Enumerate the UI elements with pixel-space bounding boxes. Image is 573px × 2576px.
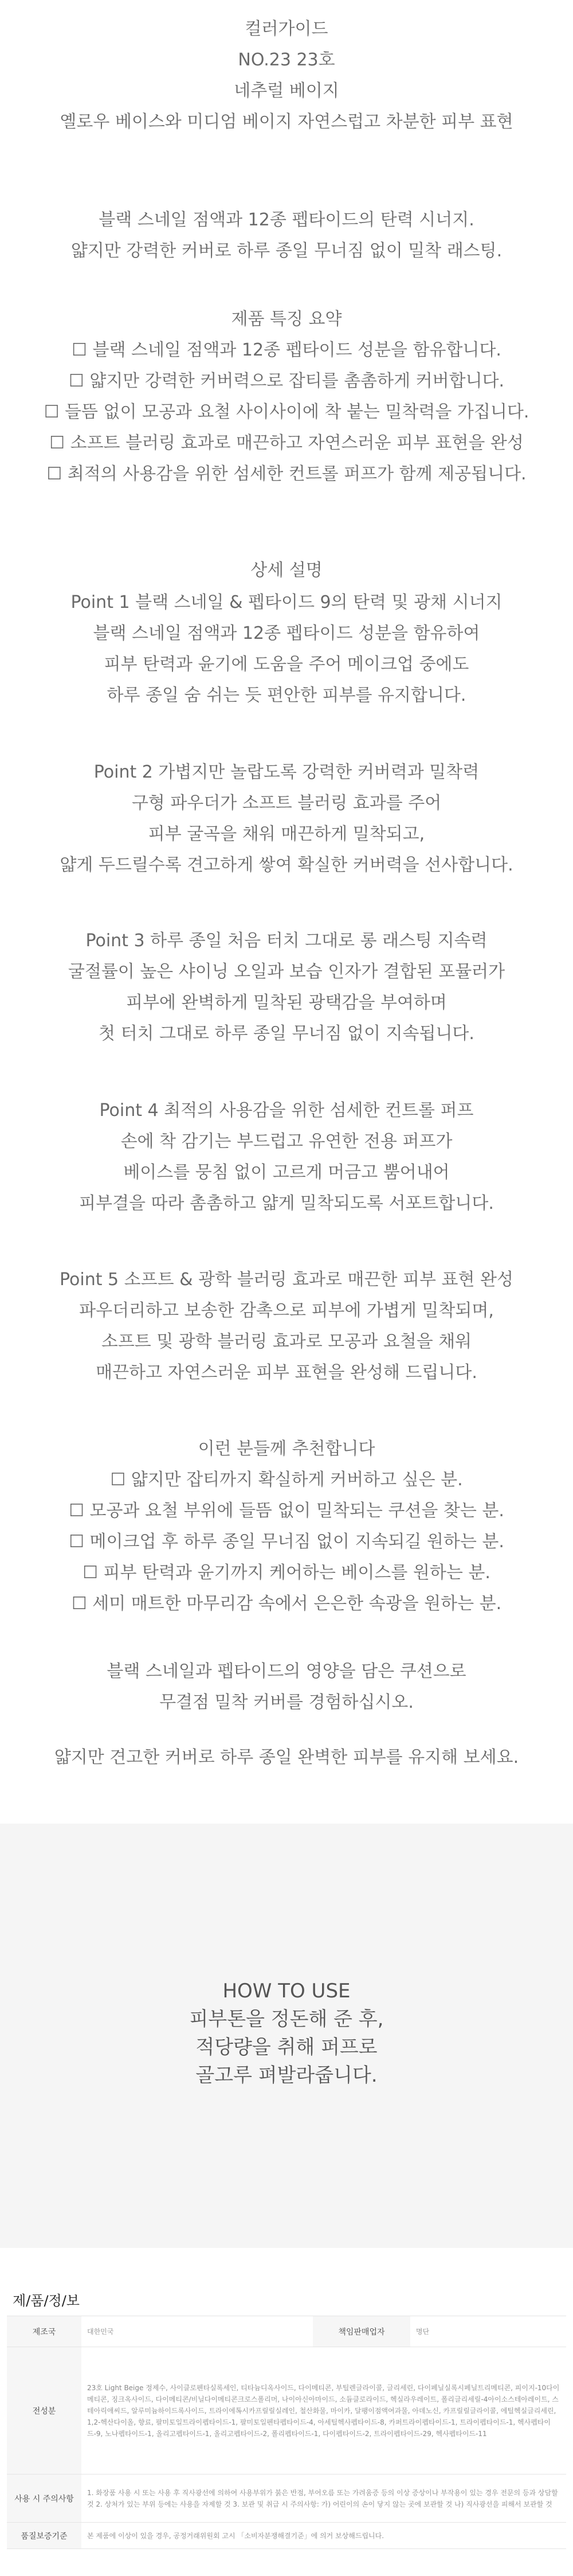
closing-block xyxy=(0,1656,573,1718)
product-info-title: 제/품/정/보 xyxy=(13,2293,80,2309)
table-row xyxy=(7,2523,566,2549)
shade-description: 옐로우 베이스와 미디엄 베이지 자연스럽고 차분한 피부 표현 xyxy=(60,112,513,132)
feature-item: ☐ 최적의 사용감을 위한 섬세한 컨트롤 퍼프가 함께 제공됩니다. xyxy=(46,464,527,484)
point-5 xyxy=(0,1264,573,1388)
caution-label: 사용 시 주의사항 xyxy=(7,2474,81,2523)
point-text: 피부 탄력과 윤기에 도움을 주어 메이크업 중에도 xyxy=(104,654,469,674)
feature-item: ☐ 얇지만 강력한 커버력으로 잡티를 촘촘하게 커버합니다. xyxy=(68,371,505,391)
color-guide-label: 컬러가이드 xyxy=(245,19,328,39)
final-message-block xyxy=(0,1742,573,1773)
recommend-block xyxy=(0,1434,573,1619)
point-text: 손에 착 감기는 부드럽고 유연한 전용 퍼프가 xyxy=(120,1131,453,1152)
recommend-title: 이런 분들께 추천합니다 xyxy=(198,1439,375,1459)
feature-item: ☐ 블랙 스네일 점액과 12종 펩타이드 성분을 함유합니다. xyxy=(72,340,501,360)
point-text: 첫 터치 그대로 하루 종일 무너짐 없이 지속됩니다. xyxy=(99,1024,474,1044)
tagline-line: 블랙 스네일 점액과 12종 펩타이드의 탄력 시너지. xyxy=(99,210,474,230)
feature-item: ☐ 들뜸 없이 모공과 요철 사이사이에 착 붙는 밀착력을 가집니다. xyxy=(44,402,529,422)
point-1 xyxy=(0,587,573,711)
ingredients-value: 23호 Light Beige 정제수, 사이클로펜타실록세인, 티타늄디옥사이드, 다이메티콘, 부틸렌글라이콜, 글리세린, 다이페닐실록시페닐트리메티콘, 피이지-10다이메티콘, 징크옥사이드, 다이메티콘/비닐다이메티콘크로스폴리머, 나이아신아마이드, 소듐클로라이드, 헥실라우레이트, 폴리글리세릴-4아이소스테아레이트, 스테아릭애씨드, 알루미늄하이드록사이드, 트라이에톡시카프릴릴실레인, 철산화물, 마이카, 달팽이점액여과물, 아데노신, 카프릴릴글라이콜, 에틸헥실글리세린, 1,2-헥산다이올, 향료, 팔미토일트라이펩타이드-1, 팔미토일펜타펩타이드-4, 아세틸헥사펩타이드-8, 카퍼트라이펩타이드-1, 트라이펩타이드-1, 헥사펩타이드-9, 노나펩타이드-1, 올리고펩타이드-1, 올리고펩타이드-2, 폴리펩타이드-1, 다이펩타이드-2, 트라이펩타이드-29, 헥사펩타이드-11 xyxy=(81,2347,566,2474)
features-block xyxy=(0,304,573,490)
recommend-item: ☐ 피부 탄력과 윤기까지 케어하는 베이스를 원하는 분. xyxy=(83,1563,490,1583)
product-info-section xyxy=(0,2248,573,2576)
closing-line: 무결점 밀착 커버를 경험하십시오. xyxy=(159,1692,414,1712)
point-heading: Point 2 가볍지만 놀랍도록 강력한 커버력과 밀착력 xyxy=(93,762,480,782)
point-heading: Point 5 소프트 & 광학 블러링 효과로 매끈한 피부 표현 완성 xyxy=(60,1270,513,1290)
recommend-item: ☐ 모공과 요철 부위에 들뜸 없이 밀착되는 쿠션을 찾는 분. xyxy=(69,1501,504,1521)
shade-number: NO.23 23호 xyxy=(238,50,335,70)
table-row xyxy=(7,2316,566,2347)
details-block xyxy=(0,555,573,586)
how-to-use-block xyxy=(0,1977,573,2090)
point-2 xyxy=(0,757,573,881)
how-to-use-step: 적당량을 취해 퍼프로 xyxy=(195,2036,378,2059)
how-to-use-section xyxy=(0,1824,573,2248)
point-text: 피부에 완벽하게 밀착된 광택감을 부여하며 xyxy=(126,993,447,1013)
tagline-line: 얇지만 강력한 커버로 하루 종일 무너짐 없이 밀착 래스팅. xyxy=(70,241,503,261)
how-to-use-step: 골고루 펴발라줍니다. xyxy=(195,2064,378,2087)
point-text: 소프트 및 광학 블러링 효과로 모공과 요철을 채워 xyxy=(101,1332,472,1352)
point-3 xyxy=(0,926,573,1049)
point-heading: Point 1 블랙 스네일 & 펩타이드 9의 탄력 및 광채 시너지 xyxy=(70,592,503,612)
point-text: 매끈하고 자연스러운 피부 표현을 완성해 드립니다. xyxy=(96,1363,477,1383)
feature-item: ☐ 소프트 블러링 효과로 매끈하고 자연스러운 피부 표현을 완성 xyxy=(49,433,524,453)
how-to-use-step: 피부톤을 정돈해 준 후, xyxy=(189,2008,384,2031)
point-text: 파우더리하고 보송한 감촉으로 피부에 가볍게 밀착되며, xyxy=(79,1301,494,1321)
final-message: 얇지만 견고한 커버로 하루 종일 완벽한 피부를 유지해 보세요. xyxy=(54,1747,519,1767)
point-text: 블랙 스네일 점액과 12종 펩타이드 성분을 함유하여 xyxy=(93,623,480,643)
maker-label: 제조국 xyxy=(7,2316,81,2347)
table-row xyxy=(7,2347,566,2474)
details-title: 상세 설명 xyxy=(250,560,323,580)
closing-line: 블랙 스네일과 펩타이드의 영양을 담은 쿠션으로 xyxy=(107,1661,466,1681)
point-heading: Point 3 하루 종일 처음 터치 그대로 롱 래스팅 지속력 xyxy=(85,931,488,951)
point-text: 굴절률이 높은 샤이닝 오일과 보습 인자가 결합된 포뮬러가 xyxy=(68,962,505,982)
tagline-block xyxy=(0,205,573,267)
ingredients-label: 전성분 xyxy=(7,2347,81,2474)
quality-label: 품질보증기준 xyxy=(7,2523,81,2549)
point-heading: Point 4 최적의 사용감을 위한 섬세한 컨트롤 퍼프 xyxy=(99,1100,474,1121)
table-row xyxy=(7,2474,566,2523)
caution-value: 1. 화장품 사용 시 또는 사용 후 직사광선에 의하여 사용부위가 붉은 반점, 부어오름 또는 가려움증 등의 이상 증상이나 부작용이 있는 경우 전문의 등과 상담할 것 2. 상처가 있는 부위 등에는 사용을 자제할 것 3. 보관 및 취급 시 주의사항: 가) 어린이의 손이 닿지 않는 곳에 보관할 것 나) 직사광선을 피해서 보관할 것 xyxy=(81,2474,566,2523)
how-to-use-title: HOW TO USE xyxy=(222,1980,351,2003)
point-text: 피부 굴곡을 채워 매끈하게 밀착되고, xyxy=(148,824,425,844)
point-text: 하루 종일 숨 쉬는 듯 편안한 피부를 유지합니다. xyxy=(107,685,466,705)
point-text: 베이스를 뭉침 없이 고르게 머금고 뿜어내어 xyxy=(123,1162,450,1182)
point-text: 피부결을 따라 촘촘하고 얇게 밀착되도록 서포트합니다. xyxy=(79,1193,494,1213)
recommend-item: ☐ 메이크업 후 하루 종일 무너짐 없이 지속되길 원하는 분. xyxy=(69,1532,504,1552)
seller-value: 명단 xyxy=(410,2316,566,2347)
product-info-table xyxy=(7,2316,566,2549)
features-title: 제품 특징 요약 xyxy=(231,309,342,329)
maker-value: 대한민국 xyxy=(81,2316,313,2347)
color-guide-block xyxy=(0,14,573,138)
shade-name: 네추럴 베이지 xyxy=(234,81,339,101)
point-text: 구형 파우더가 소프트 블러링 효과를 주어 xyxy=(131,793,442,813)
quality-value: 본 제품에 이상이 있을 경우, 공정거래위원회 고시 「소비자분쟁해결기준」에 의거 보상해드립니다. xyxy=(81,2523,566,2549)
point-4 xyxy=(0,1095,573,1219)
point-text: 얇게 두드릴수록 견고하게 쌓여 확실한 커버력을 선사합니다. xyxy=(60,855,513,875)
recommend-item: ☐ 얇지만 잡티까지 확실하게 커버하고 싶은 분. xyxy=(110,1470,463,1490)
seller-label: 책임판매업자 xyxy=(313,2316,410,2347)
recommend-item: ☐ 세미 매트한 마무리감 속에서 은은한 속광을 원하는 분. xyxy=(71,1594,502,1614)
